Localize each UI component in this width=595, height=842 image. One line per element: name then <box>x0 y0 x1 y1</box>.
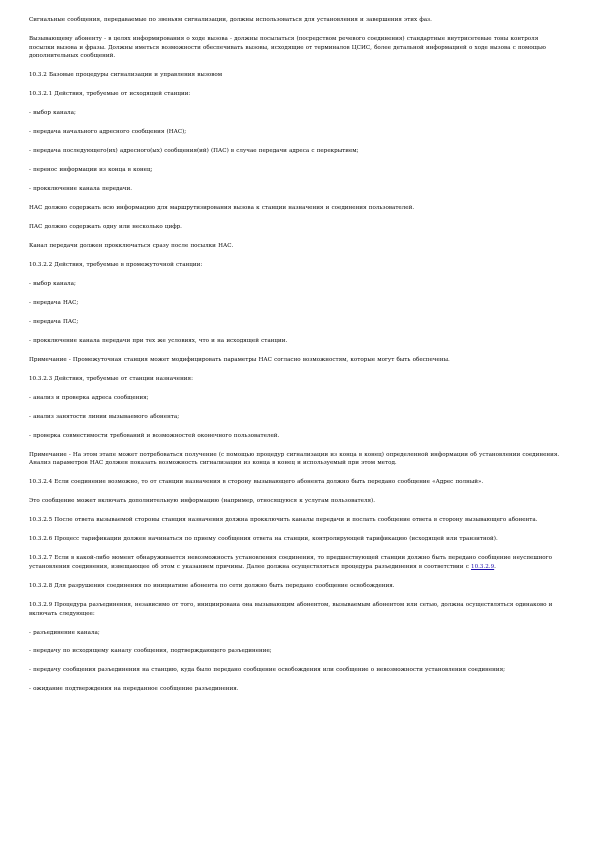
list-item: - анализ занятости линии вызываемого абонента; <box>29 413 180 420</box>
section-heading: 10.3.2 Базовые процедуры сигнализации и управления вызовом <box>29 72 223 79</box>
list-item: - передача ПАС; <box>29 318 79 325</box>
list-item: - прокключение канала передачи при тех же условиях, что и на исходящей станции. <box>29 337 288 344</box>
list-item: - передачу по исходящему каналу сообщения, подтверждающего разъединение; <box>29 648 272 655</box>
list-item: - передача НАС; <box>29 299 79 306</box>
paragraph: 10.3.2.9 Процедура разъединения, независимо от того, инициирована она вызывающим абонентом, вызываемым абонентом или сетью, должна осуществляться одинаково и включать следующее: <box>29 601 553 617</box>
section-link[interactable]: 10.3.2.9 <box>471 563 495 570</box>
list-item: - анализ и проверка адреса сообщения; <box>29 394 149 401</box>
paragraph: ПАС должно содержать одну или несколько цифр. <box>29 224 182 231</box>
paragraph: Это сообщение может включать дополнительную информацию (например, относящуюся к услугам пользователя). <box>29 498 375 505</box>
paragraph: 10.3.2.6 Процесс тарификации должен начинаться по приему сообщения ответа на станции, контролирующей тарификацию (исходящей или транзитной). <box>29 536 498 543</box>
paragraph: Канал передачи должен прокключаться сразу после посылки НАС. <box>29 243 234 250</box>
list-item: - передача последующего(их) адресного(ых) сообщения(ий) (ПАС) в случае передачи адреса с перекрытием; <box>29 148 359 155</box>
list-item: - ожидание подтверждения на переданное сообщение разъединения. <box>29 686 239 693</box>
subsection-heading: 10.3.2.1 Действия, требуемые от исходящей станции: <box>29 91 191 98</box>
paragraph: 10.3.2.4 Если соединение возможно, то от станции назначения в сторону вызывающего абонента должно быть передано сообщение «Адрес полный». <box>29 479 484 486</box>
paragraph: 10.3.2.5 После ответа вызываемой стороны станция назначения должна прокключить каналы передачи и послать сообщение ответа в сторону вызывающего абонента. <box>29 517 538 524</box>
list-item: - выбор канала; <box>29 280 76 287</box>
list-item: - перенос информации из конца в конец; <box>29 167 153 174</box>
list-item: - передача начального адресного сообщения (НАС); <box>29 129 187 136</box>
paragraph: 10.3.2.8 Для разрушения соединения по инициативе абонента по сети должно быть передано сообщение освобождения. <box>29 582 395 589</box>
paragraph-text: 10.3.2.7 Если в какой-либо момент обнаруживается невозможность установления соединения, то предшествующей станции должно быть передано сообщение неуспешного установления соединения, извещающее об этом с указанием причины. Далее должна осуществляться процедура разъединения в соответствии с <box>29 555 552 570</box>
subsection-heading: 10.3.2.3 Действия, требуемые от станции назначения: <box>29 375 193 382</box>
paragraph-with-link <box>29 554 565 571</box>
document-body <box>29 16 565 694</box>
paragraph: Сигнальные сообщения, передаваемые по звеньям сигнализации, должны использоваться для установления и завершения этих фаз. <box>29 17 432 23</box>
paragraph: Вызывающему абоненту - в целях информирования о ходе вызова - должны посылаться (посредством речевого соединения) стандартные внутрисетевые тоны контроля посылки вызова и фразы. Должны иметься возможности обеспечивать вызовы, исходящие от терминалов ЦСИС, более детальной информацией о ходе вызова с помощью дополнительных сообщений. <box>29 35 546 60</box>
list-item: - передачу сообщения разъединения на станцию, куда было передано сообщение освобождения или сообщение о невозможности установления соединения; <box>29 667 506 674</box>
list-item: - проверка совместимости требований и возможностей оконечного пользователей. <box>29 432 280 439</box>
list-item: - разъединение канала; <box>29 629 100 636</box>
paragraph: НАС должно содержать всю информацию для маршрутизирования вызова к станции назначения и соединения пользователей. <box>29 205 415 212</box>
list-item: - выбор канала; <box>29 110 76 117</box>
subsection-heading: 10.3.2.2 Действия, требуемые в промежуточной станции: <box>29 262 203 268</box>
list-item: - прокключение канала передачи. <box>29 186 132 193</box>
note-paragraph: Примечание - На этом этапе может потребоваться получение (с помощью процедур сигнализации из конца в конец) определенной информации об установлении соединения. Анализ параметров НАС должен показать возможность сигнализации из конца в конец и используемый при этом метод. <box>29 451 560 467</box>
paragraph-text-end: . <box>494 563 496 570</box>
note-paragraph: Примечание - Промежуточная станция может модифицировать параметры НАС согласно возможностям, которые могут быть обеспечены. <box>29 356 450 363</box>
